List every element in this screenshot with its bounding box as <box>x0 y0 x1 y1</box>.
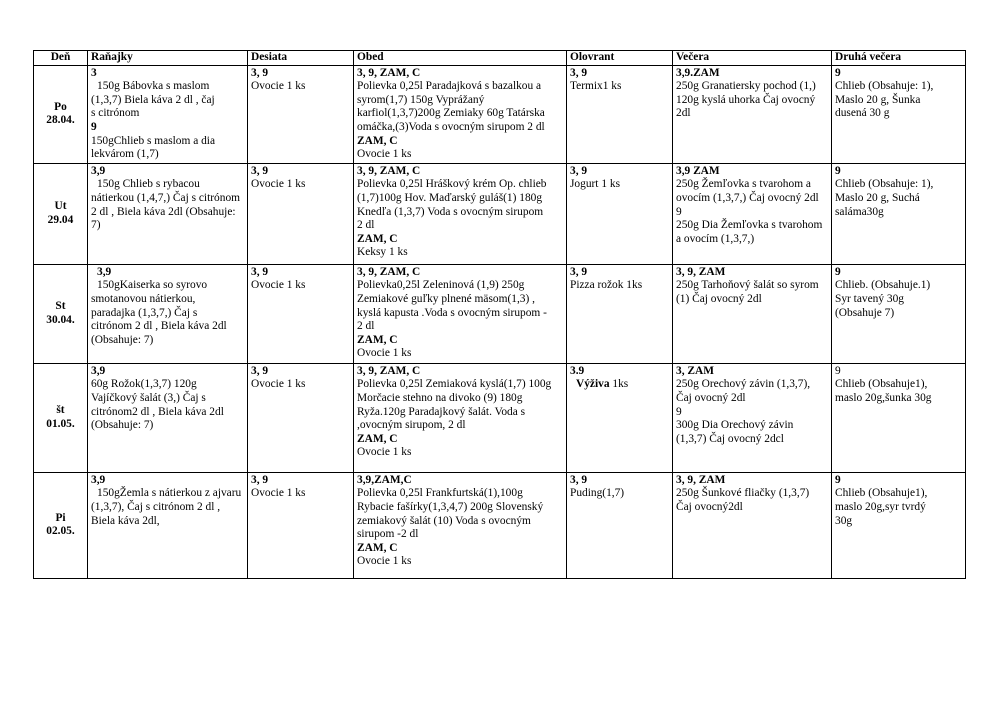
allergen-code: 3.9 <box>570 364 585 377</box>
meal-text: ,ovocným sirupom, 2 dl <box>357 419 466 432</box>
meal-text: 250g Granatiersky pochod (1,) <box>676 80 816 93</box>
dinner-cell <box>673 472 832 578</box>
meal-text: (Obsahuje: 7) <box>91 333 154 346</box>
meal-text: Keksy 1 ks <box>357 246 408 259</box>
meal-text: Maslo 20 g, Suchá <box>835 191 920 204</box>
allergen-code: 3, 9 <box>251 66 269 79</box>
meal-text: 150gKaiserka so syrovo <box>97 279 208 292</box>
dinner-cell <box>673 65 832 163</box>
second-dinner-cell <box>832 163 966 264</box>
allergen-code: 9 <box>835 66 841 79</box>
allergen-code: 3, 9 <box>251 265 269 278</box>
table-row <box>34 363 966 472</box>
header-snack: Desiata <box>248 51 354 66</box>
table-row <box>34 65 966 163</box>
meal-text: Maslo 20 g, Šunka <box>835 93 921 106</box>
breakfast-cell <box>88 472 248 578</box>
allergen-code: 9 <box>835 265 841 278</box>
snack-cell <box>248 363 354 472</box>
dinner-cell <box>673 363 832 472</box>
second-dinner-cell <box>832 264 966 363</box>
meal-text: 250g Dia Žemľovka s tvarohom <box>676 219 823 232</box>
allergen-code: 3, ZAM <box>676 364 714 377</box>
meal-text: Chlieb (Obsahuje: 1), <box>835 178 934 191</box>
meal-text: 60g Rožok(1,3,7) 120g <box>91 378 197 391</box>
allergen-code: 3,9 <box>97 265 112 278</box>
snack-cell <box>248 264 354 363</box>
meal-text: Chlieb (Obsahuje1), <box>835 378 928 391</box>
meal-text: paradajka (1,3,7,) Čaj s <box>91 306 198 319</box>
meal-text: (1,3,7) Čaj ovocný 2dcl <box>676 432 784 445</box>
day-name: Po <box>54 100 67 113</box>
meal-text: Ryža.120g Paradajkový šalát. Voda s <box>357 405 526 418</box>
day-date: 28.04. <box>46 114 75 127</box>
meal-text: maslo 20g,syr tvrdý <box>835 500 926 513</box>
meal-text: Ovocie 1 ks <box>357 555 412 568</box>
meal-text: Ovocie 1 ks <box>251 80 306 93</box>
allergen-code: ZAM, C <box>357 232 398 245</box>
meal-text: sirupom -2 dl <box>357 528 419 541</box>
meal-text: 150gChlieb s maslom a dia <box>91 134 216 147</box>
second-dinner-cell <box>832 363 966 472</box>
allergen-code: 3,9 <box>91 473 106 486</box>
allergen-code: 9 <box>91 120 97 133</box>
meal-text: Ovocie 1 ks <box>357 148 412 161</box>
breakfast-cell <box>88 65 248 163</box>
allergen-code: 3, 9, ZAM <box>676 265 726 278</box>
meal-text: Morčacie stehno na divoko (9) 180g <box>357 391 523 404</box>
meal-text: (1,3,7), Čaj s citrónom 2 dl , <box>91 500 221 513</box>
meal-text: 2 dl , Biela káva 2dl (Obsahuje: <box>91 205 236 218</box>
meal-text: Chlieb (Obsahuje1), <box>835 487 928 500</box>
afternoon-snack-cell <box>567 163 673 264</box>
meal-text: 250g Tarhoňový šalát so syrom <box>676 279 819 292</box>
meal-text: Termix1 ks <box>570 80 622 93</box>
lunch-cell <box>354 65 567 163</box>
afternoon-snack-cell <box>567 264 673 363</box>
table-row <box>34 472 966 578</box>
meal-text: Ovocie 1 ks <box>251 378 306 391</box>
meal-plan-table <box>33 50 966 579</box>
lunch-cell <box>354 264 567 363</box>
snack-cell <box>248 163 354 264</box>
day-name: St <box>55 300 66 313</box>
meal-text: Polievka 0,25l Zemiaková kyslá(1,7) 100g <box>357 378 552 391</box>
afternoon-snack-cell <box>567 65 673 163</box>
meal-text: Chlieb. (Obsahuje.1) <box>835 279 931 292</box>
meal-text: Čaj ovocný2dl <box>676 500 743 513</box>
allergen-code: ZAM, C <box>357 541 398 554</box>
meal-text: 120g kyslá uhorka Čaj ovocný <box>676 93 816 106</box>
breakfast-cell <box>88 264 248 363</box>
allergen-code: 3,9.ZAM <box>676 66 720 79</box>
snack-cell <box>248 472 354 578</box>
meal-text: Ovocie 1 ks <box>251 487 306 500</box>
allergen-code: 3, 9 <box>570 164 588 177</box>
meal-text: Čaj ovocný 2dl <box>676 391 746 404</box>
allergen-code: 3, 9 <box>251 473 269 486</box>
dinner-cell <box>673 163 832 264</box>
header-row <box>34 51 966 66</box>
meal-text: Knedľa (1,3,7) Voda s ovocným sirupom <box>357 205 544 218</box>
meal-text: karfiol(1,3,7)200g Zemiaky 60g Tatárska <box>357 107 545 120</box>
meal-text: Ovocie 1 ks <box>251 178 306 191</box>
meal-text: omáčka,(3)Voda s ovocným sirupom 2 dl <box>357 120 545 133</box>
day-cell <box>34 65 88 163</box>
meal-text: nátierkou (1,4,7,) Čaj s citrónom <box>91 191 240 204</box>
allergen-code: 3,9 ZAM <box>676 164 720 177</box>
meal-text: Zemiakové guľky plnené mäsom(1,3) , <box>357 292 535 305</box>
meal-text: saláma30g <box>835 205 884 218</box>
allergen-code: ZAM, C <box>357 432 398 445</box>
table-row <box>34 264 966 363</box>
meal-text: syrom(1,7) 150g Vyprážaný <box>357 93 485 106</box>
meal-text: 30g <box>835 514 853 527</box>
meal-text: Syr tavený 30g <box>835 292 904 305</box>
meal-text: lekvárom (1,7) <box>91 148 159 161</box>
meal-text: dusená 30 g <box>835 107 890 120</box>
meal-text: Polievka0,25l Zeleninová (1,9) 250g <box>357 279 525 292</box>
allergen-code: 9 <box>835 164 841 177</box>
second-dinner-cell <box>832 472 966 578</box>
header-breakfast: Raňajky <box>88 51 248 66</box>
lunch-cell <box>354 472 567 578</box>
allergen-code: 3,9 <box>91 364 106 377</box>
meal-text: 7) <box>91 219 101 232</box>
lunch-cell <box>354 363 567 472</box>
allergen-code: 3, 9 <box>251 164 269 177</box>
day-cell <box>34 363 88 472</box>
allergen-code: ZAM, C <box>357 134 398 147</box>
meal-text: smotanovou nátierkou, <box>91 292 196 305</box>
allergen-code: 3, 9 <box>570 265 588 278</box>
allergen-code: 3, 9 <box>251 364 269 377</box>
breakfast-cell <box>88 163 248 264</box>
header-day: Deň <box>34 51 88 66</box>
header-dinner: Večera <box>673 51 832 66</box>
meal-text: 1ks <box>612 378 629 391</box>
meal-text: maslo 20g,šunka 30g <box>835 391 932 404</box>
meal-text: a ovocím (1,3,7,) <box>676 232 755 245</box>
allergen-code: 3, 9, ZAM, C <box>357 164 421 177</box>
meal-text: Biela káva 2dl, <box>91 514 160 527</box>
allergen-code: 9 <box>835 364 841 377</box>
meal-text: Výživa <box>576 378 610 391</box>
header-afternoon-snack: Olovrant <box>567 51 673 66</box>
meal-text: (Obsahuje 7) <box>835 306 895 319</box>
day-date: 01.05. <box>46 417 75 430</box>
meal-text: Polievka 0,25l Frankfurtská(1),100g <box>357 487 523 500</box>
meal-text: Jogurt 1 ks <box>570 178 620 191</box>
meal-text: 150g Chlieb s rybacou <box>97 178 200 191</box>
meal-text: 250g Šunkové fliačky (1,3,7) <box>676 487 810 500</box>
allergen-code: 9 <box>835 473 841 486</box>
meal-text: citrónom2 dl , Biela káva 2dl <box>91 405 224 418</box>
allergen-code: 3, 9, ZAM, C <box>357 364 421 377</box>
meal-text: 9 <box>676 405 682 418</box>
allergen-code: 3, 9, ZAM, C <box>357 265 421 278</box>
meal-text: 2dl <box>676 107 691 120</box>
afternoon-snack-cell <box>567 363 673 472</box>
header-second-dinner: Druhá večera <box>832 51 966 66</box>
meal-text: (1,7)100g Hov. Maďarský guláš(1) 180g <box>357 191 543 204</box>
header-lunch: Obed <box>354 51 567 66</box>
day-cell <box>34 472 88 578</box>
day-date: 29.04 <box>47 213 74 226</box>
day-cell <box>34 264 88 363</box>
meal-text: Polievka 0,25l Paradajková s bazalkou a <box>357 80 542 93</box>
allergen-code: 3,9,ZAM,C <box>357 473 412 486</box>
table-row <box>34 163 966 264</box>
meal-text: Chlieb (Obsahuje: 1), <box>835 80 934 93</box>
day-cell <box>34 163 88 264</box>
meal-text: Puding(1,7) <box>570 487 625 500</box>
allergen-code: 3, 9, ZAM, C <box>357 66 421 79</box>
meal-text: Pizza rožok 1ks <box>570 279 643 292</box>
meal-text: 300g Dia Orechový závin <box>676 419 794 432</box>
meal-text: Polievka 0,25l Hráškový krém Op. chlieb <box>357 178 547 191</box>
day-name: Pi <box>55 511 66 524</box>
meal-text: zemiakový šalát (10) Voda s ovocným <box>357 514 531 527</box>
allergen-code: 3 <box>91 66 97 79</box>
meal-text: 150gŽemla s nátierkou z ajvaru <box>97 487 242 500</box>
allergen-code: 3,9 <box>91 164 106 177</box>
meal-text: 250g Žemľovka s tvarohom a <box>676 178 811 191</box>
meal-text: (1,3,7) Biela káva 2 dl , čaj <box>91 93 215 106</box>
day-date: 02.05. <box>46 525 75 538</box>
meal-text: 2 dl <box>357 219 375 232</box>
afternoon-snack-cell <box>567 472 673 578</box>
day-name: št <box>56 404 65 417</box>
day-date: 30.04. <box>46 313 75 326</box>
meal-text: (Obsahuje: 7) <box>91 419 154 432</box>
second-dinner-cell <box>832 65 966 163</box>
meal-text: 150g Bábovka s maslom <box>97 80 210 93</box>
meal-text: s citrónom <box>91 107 140 120</box>
meal-text: 9 <box>676 205 682 218</box>
meal-text: ovocím (1,3,7,) Čaj ovocný 2dl <box>676 191 819 204</box>
allergen-code: 3, 9, ZAM <box>676 473 726 486</box>
meal-text: (1) Čaj ovocný 2dl <box>676 292 762 305</box>
meal-text: Vajíčkový šalát (3,) Čaj s <box>91 391 206 404</box>
lunch-cell <box>354 163 567 264</box>
allergen-code: ZAM, C <box>357 333 398 346</box>
dinner-cell <box>673 264 832 363</box>
meal-text: kyslá kapusta .Voda s ovocným sirupom - <box>357 306 547 319</box>
meal-text: 250g Orechový závin (1,3,7), <box>676 378 811 391</box>
meal-text: Ovocie 1 ks <box>251 279 306 292</box>
breakfast-cell <box>88 363 248 472</box>
meal-text: 2 dl <box>357 320 375 333</box>
day-name: Ut <box>54 200 67 213</box>
meal-text: Rybacie fašírky(1,3,4,7) 200g Slovenský <box>357 500 544 513</box>
snack-cell <box>248 65 354 163</box>
meal-text: citrónom 2 dl , Biela káva 2dl <box>91 320 227 333</box>
meal-text: Ovocie 1 ks <box>357 446 412 459</box>
allergen-code: 3, 9 <box>570 473 588 486</box>
meal-text: Ovocie 1 ks <box>357 347 412 360</box>
allergen-code: 3, 9 <box>570 66 588 79</box>
